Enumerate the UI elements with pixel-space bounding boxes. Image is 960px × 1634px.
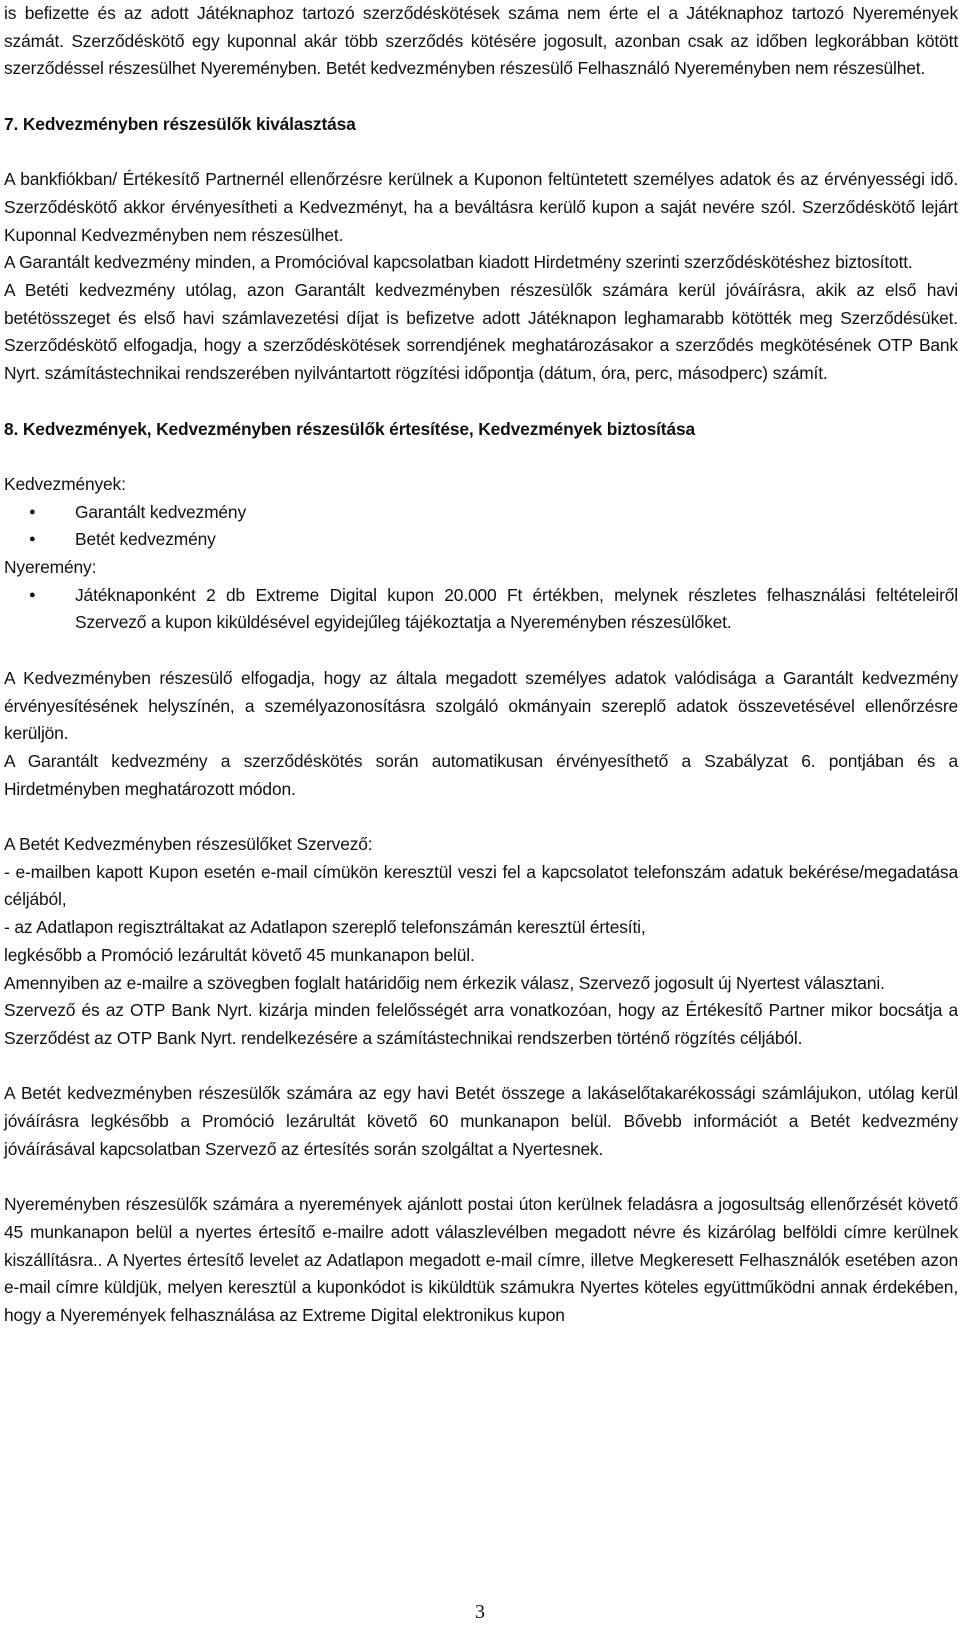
page-content	[4, 0, 958, 1330]
list-item: ● Játéknaponként 2 db Extreme Digital kupon 20.000 Ft értékben, melynek részletes felhasználási feltételeiről Szervező a kupon kiküldésével egyidejűleg tájékoztatja a Nyereményben részesülőket.	[4, 582, 958, 637]
prize-label: Nyeremény:	[4, 557, 97, 577]
section-heading-8: 8. Kedvezmények, Kedvezményben részesülők értesítése, Kedvezmények biztosítása	[4, 418, 696, 439]
paragraph-email-contact: - e-mailben kapott Kupon esetén e-mail címükön keresztül veszi fel a kapcsolatot telefonszám adatuk bekérése/megadatása céljából,	[4, 861, 958, 910]
paragraph-deposit-credit: A Betét kedvezményben részesülők számára az egy havi Betét összege a lakáselőtakarékossági számlájukon, utólag kerül jóváírásra legkésőbb a Promóció lezárultát követő 60 munkanapon belül. Bővebb információt a Betét kedvezmény jóváírásával kapcsolatban Szervező az értesítés során szolgáltat a Nyertesnek.	[4, 1083, 958, 1159]
paragraph-phone-contact: - az Adatlapon regisztráltakat az Adatlapon szereplő telefonszámán keresztül értesíti,	[4, 917, 646, 938]
paragraph-deposit-discount: A Betéti kedvezmény utólag, azon Garantált kedvezményben részesülők számára kerül jóváírásra, akik az első havi betétösszeget és első havi számlavezetési díjat is befizetve adott Játéknapon leghamarabb kötötték meg Szerződésüket. Szerződéskötő elfogadja, hogy a szerződéskötések sorrendjének meghatározásakor a szerződés megkötésének OTP Bank Nyrt. számítástechnikai rendszerében nyilvántartott rögzítési időpontja (dátum, óra, perc, másodperc) számít.	[4, 280, 958, 384]
paragraph-continuation: is befizette és az adott Játéknaphoz tartozó szerződéskötések száma nem érte el a Játéknaphoz tartozó Nyeremények számát. Szerződéskötő egy kuponnal akár több szerződés kötésére jogosult, azonban csak az időben legkorábban kötött szerződéssel részesülhet Nyereményben. Betét kedvezményben részesülő Felhasználó Nyereményben nem részesülhet.	[4, 3, 958, 79]
paragraph-verification: A bankfiókban/ Értékesítő Partnernél ellenőrzésre kerülnek a Kuponon feltüntetett személyes adatok és az érvényességi idő. Szerződéskötő akkor érvényesítheti a Kedvezményt, ha a beváltásra kerülő kupon a saját nevére szól. Szerződéskötő lejárt Kuponnal Kedvezményben nem részesülhet.	[4, 169, 958, 245]
paragraph-guaranteed: A Garantált kedvezmény minden, a Promócióval kapcsolatban kiadott Hirdetmény szerinti szerződéskötéshez biztosított.	[4, 252, 913, 273]
section-heading-7: 7. Kedvezményben részesülők kiválasztása	[4, 113, 356, 134]
paragraph-identity-check: A Kedvezményben részesülő elfogadja, hogy az általa megadott személyes adatok valódisága a Garantált kedvezmény érvényesítésének helyszínén, a személyazonosításra szolgáló okmányain szereplő adatok összevetésével ellenőrzésre kerüljön.	[4, 667, 958, 744]
paragraph-prize-delivery: Nyereményben részesülők számára a nyeremények ajánlott postai úton kerülnek feladásra a jogosultság ellenőrzését követő 45 munkanapon belül a nyertes értesítő e-mailre adott válaszlevélben megadott névre és kizárólag belföldi címre kerülnek kiszállításra.. A Nyertes értesítő levelet az Adatlapon megadott e-mail címre, illetve Megkeresett Felhasználók esetében azon e-mail címre küldjük, melyen keresztül a kuponkódot is kiküldtük számukra Nyertes köteles együttműködni annak érdekében, hogy a Nyeremények felhasználása az Extreme Digital elektronikus kupon	[4, 1194, 958, 1325]
discounts-list	[4, 499, 958, 554]
paragraph-deadline: legkésőbb a Promóció lezárultát követő 45 munkanapon belül.	[4, 944, 475, 965]
paragraph-liability: Szervező és az OTP Bank Nyrt. kizárja minden felelősségét arra vonatkozóan, hogy az Értékesítő Partner mikor bocsátja a Szerződést az OTP Bank Nyrt. rendelkezésére a számítástechnikai rendszerben történő rögzítés céljából.	[4, 1000, 958, 1048]
list-item: ● Garantált kedvezmény	[4, 499, 958, 527]
page-number: 3	[475, 1601, 485, 1623]
prize-list	[4, 582, 958, 637]
paragraph-contact-intro: A Betét Kedvezményben részesülőket Szervező:	[4, 834, 373, 854]
paragraph-no-reply: Amennyiben az e-mailre a szövegben foglalt határidőig nem érkezik válasz, Szervező jogosult új Nyertest választani.	[4, 972, 885, 993]
discounts-label: Kedvezmények:	[4, 473, 126, 494]
list-item: ● Betét kedvezmény	[4, 526, 958, 554]
paragraph-auto-validation: A Garantált kedvezmény a szerződéskötés során automatikusan érvényesíthető a Szabályzat 6. pontjában és a Hirdetményben meghatározott módon.	[4, 750, 958, 799]
